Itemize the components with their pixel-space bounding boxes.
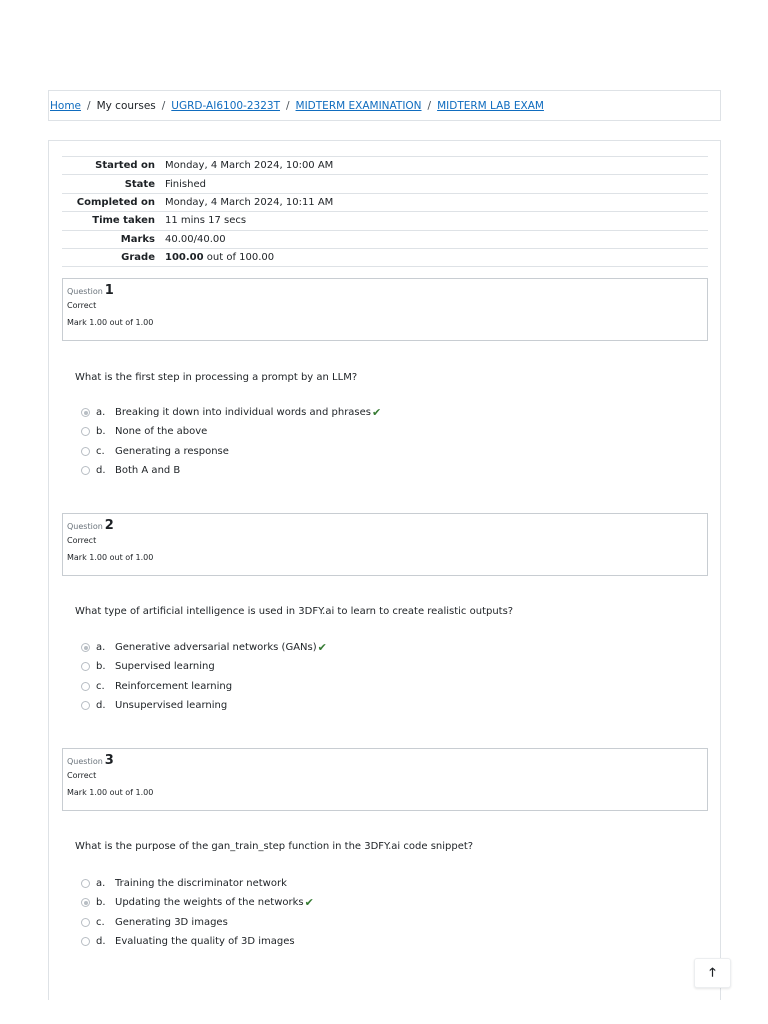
arrow-up-icon: 🡑: [709, 964, 716, 979]
answer-option-b[interactable]: b. None of the above: [81, 422, 481, 441]
summary-row-completed: [62, 193, 708, 211]
question-mark: Mark 1.00 out of 1.00: [67, 788, 154, 797]
radio[interactable]: [81, 918, 90, 927]
radio[interactable]: [81, 879, 90, 888]
question-number: Question 3: [67, 753, 114, 768]
question-mark: Mark 1.00 out of 1.00: [67, 553, 154, 562]
marks-value: 40.00/40.00: [165, 233, 226, 245]
question-mark: Mark 1.00 out of 1.00: [67, 318, 154, 327]
grade-value-cell: [161, 248, 708, 266]
grade-suffix: out of 100.00: [206, 252, 275, 264]
breadcrumb-section-link[interactable]: MIDTERM EXAMINATION: [295, 99, 422, 112]
answer-option-d[interactable]: d. Unsupervised learning: [81, 696, 481, 715]
question-3-answers: [81, 874, 481, 951]
summary-row-state: [62, 175, 708, 193]
breadcrumb-my-courses: My courses: [96, 99, 156, 112]
correct-check-icon: ✔: [304, 896, 314, 910]
radio-selected[interactable]: [81, 643, 90, 652]
summary-row-grade: [62, 248, 708, 266]
answer-option-d[interactable]: d. Evaluating the quality of 3D images: [81, 932, 481, 951]
breadcrumb: [48, 90, 721, 121]
breadcrumb-home-link[interactable]: Home: [50, 99, 82, 112]
question-2-info: [62, 513, 708, 576]
answer-option-a[interactable]: a. Breaking it down into individual words and phrases ✔: [81, 403, 481, 422]
question-1-info: [62, 278, 708, 341]
question-2-answers: [81, 638, 481, 715]
answer-option-b[interactable]: b. Updating the weights of the networks ✔: [81, 893, 481, 912]
radio[interactable]: [81, 662, 90, 671]
started-label: Started on: [95, 160, 155, 172]
question-1-text: What is the first step in processing a prompt by an LLM?: [75, 372, 358, 383]
breadcrumb-separator: /: [285, 99, 290, 112]
question-2-text: What type of artificial intelligence is used in 3DFY.ai to learn to create realistic outputs?: [75, 606, 514, 617]
question-number: Question 2: [67, 518, 114, 533]
question-state: Correct: [67, 301, 97, 310]
radio[interactable]: [81, 466, 90, 475]
answer-option-c[interactable]: c. Reinforcement learning: [81, 677, 481, 696]
completed-value: Monday, 4 March 2024, 10:11 AM: [165, 196, 334, 208]
radio-selected[interactable]: [81, 898, 90, 907]
correct-check-icon: ✔: [317, 641, 327, 655]
correct-check-icon: ✔: [372, 406, 382, 420]
back-to-top-button[interactable]: [694, 958, 731, 988]
question-3-info: [62, 748, 708, 811]
radio[interactable]: [81, 937, 90, 946]
breadcrumb-separator: /: [161, 99, 166, 112]
grade-label: Grade: [121, 252, 155, 264]
question-state: Correct: [67, 771, 97, 780]
radio[interactable]: [81, 701, 90, 710]
marks-label: Marks: [120, 233, 155, 245]
question-number: Question 1: [67, 283, 114, 298]
radio[interactable]: [81, 447, 90, 456]
breadcrumb-activity-link[interactable]: MIDTERM LAB EXAM: [437, 99, 544, 112]
answer-option-a[interactable]: a. Training the discriminator network: [81, 874, 481, 893]
breadcrumb-separator: /: [427, 99, 432, 112]
breadcrumb-separator: /: [87, 99, 91, 112]
summary-row-marks: [62, 230, 708, 248]
answer-option-b[interactable]: b. Supervised learning: [81, 657, 481, 676]
question-3-text: What is the purpose of the gan_train_step function in the 3DFY.ai code snippet?: [75, 841, 474, 852]
radio[interactable]: [81, 682, 90, 691]
quiz-review-region: [48, 140, 721, 1000]
summary-row-time: [62, 212, 708, 230]
question-1-answers: [81, 403, 481, 480]
radio-selected[interactable]: [81, 408, 90, 417]
radio[interactable]: [81, 427, 90, 436]
answer-option-c[interactable]: c. Generating a response: [81, 442, 481, 461]
time-taken-value: 11 mins 17 secs: [165, 215, 247, 227]
answer-option-c[interactable]: c. Generating 3D images: [81, 913, 481, 932]
time-taken-label: Time taken: [92, 215, 155, 227]
started-value: Monday, 4 March 2024, 10:00 AM: [165, 160, 334, 172]
completed-label: Completed on: [76, 196, 155, 208]
breadcrumb-course-link[interactable]: UGRD-AI6100-2323T: [171, 99, 280, 112]
answer-option-d[interactable]: d. Both A and B: [81, 461, 481, 480]
state-value: Finished: [165, 178, 206, 190]
summary-row-started: [62, 157, 708, 175]
attempt-summary-table: [62, 156, 708, 267]
question-state: Correct: [67, 536, 97, 545]
answer-option-a[interactable]: a. Generative adversarial networks (GANs) ✔: [81, 638, 481, 657]
state-label: State: [124, 178, 155, 190]
grade-value: 100.00: [165, 252, 204, 264]
